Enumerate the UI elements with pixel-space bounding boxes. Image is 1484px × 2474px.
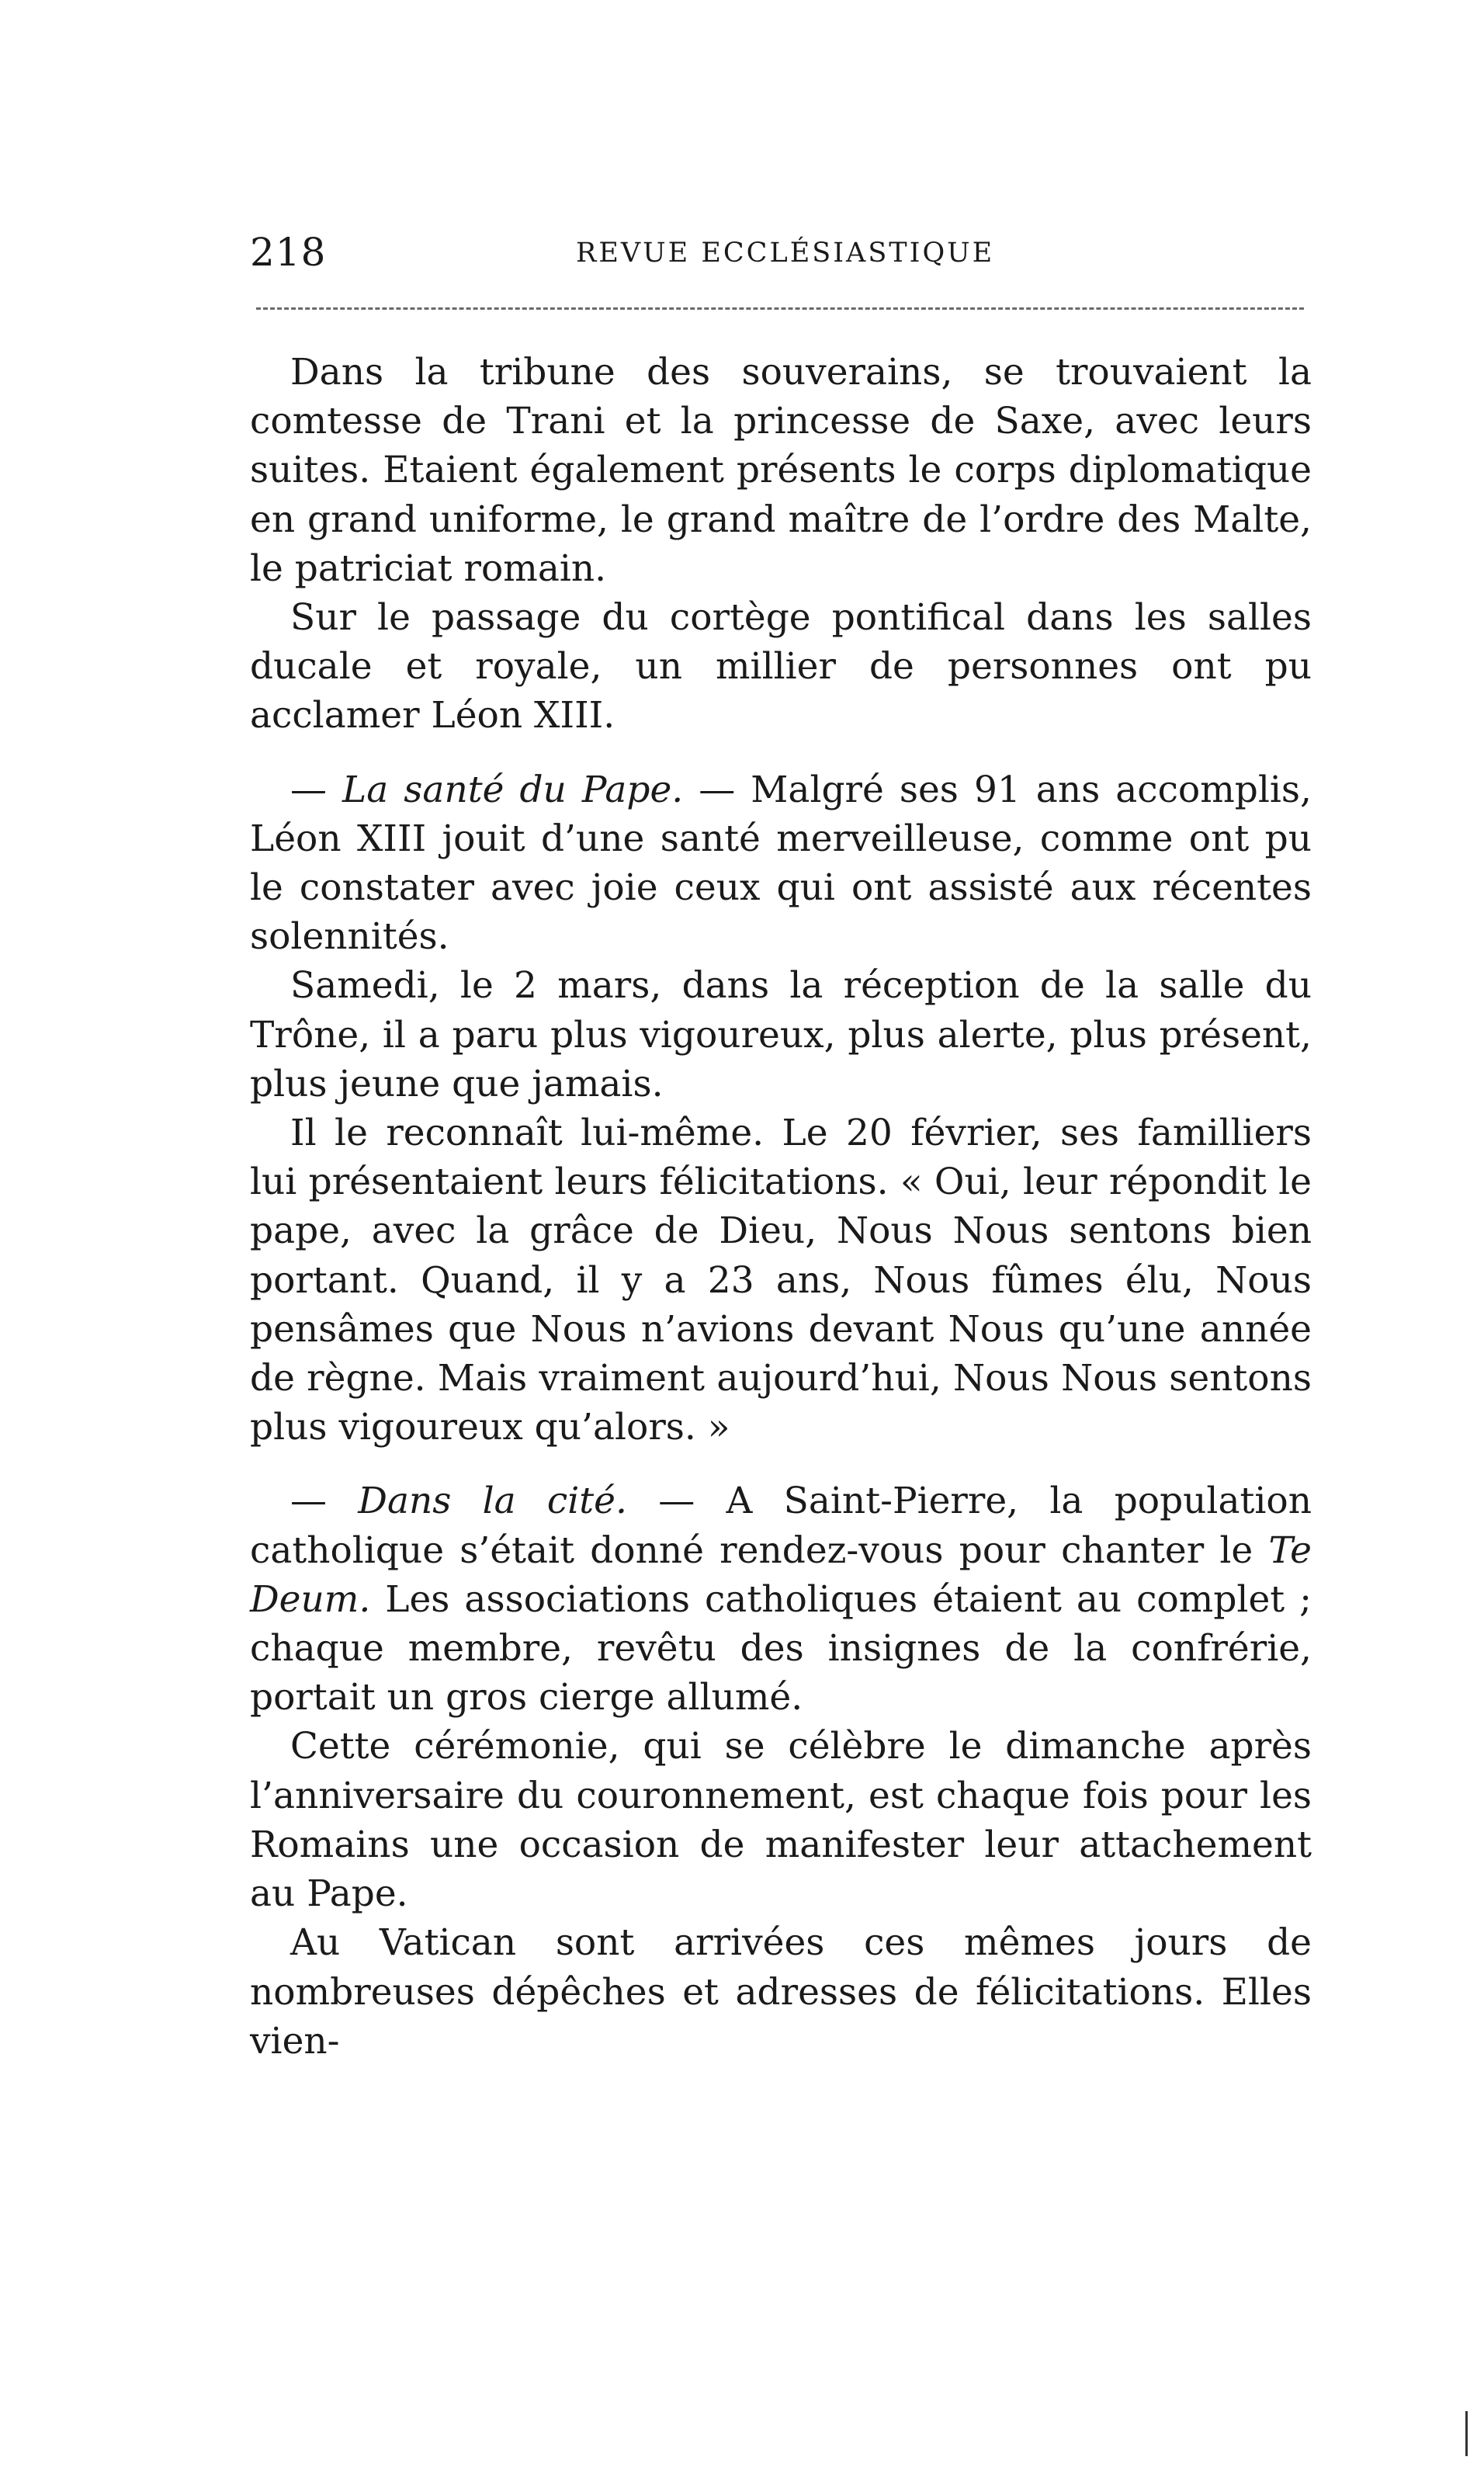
page-edge-mark [1465, 2411, 1468, 2456]
section-heading-dash: — [626, 1480, 726, 1523]
header-rule [256, 307, 1304, 310]
paragraph [250, 1918, 1312, 2066]
section-heading: La santé du Pape. [342, 768, 684, 811]
section-dash: — [290, 768, 343, 811]
section-paragraph [250, 765, 1312, 962]
section-heading-dash: — [683, 768, 751, 811]
page-header [250, 230, 1312, 284]
paragraph [250, 348, 1312, 593]
body-text [250, 348, 1312, 2066]
paragraph-text: A Saint-Pierre, la population catholique s’était donné rendez-vous pour chanter le [250, 1480, 1312, 1572]
paragraph [250, 593, 1312, 741]
paragraph-text: Il le reconnaît lui-même. Le 20 février, ses familliers lui présentaient leurs félicitations. « Oui, leur répondit le pape, avec la grâce de Dieu, Nous Nous sentons bien portant. Quand, il y a 23 ans, Nous fûmes élu, Nous pensâmes que Nous n’avions devant Nous qu’une année de règne. Mais vraiment aujourd’hui, Nous Nous sentons plus vigoureux qu’alors. » [250, 1112, 1312, 1449]
paragraph-text: Samedi, le 2 mars, dans la réception de la salle du Trône, il a paru plus vigoureux, plus alerte, plus présent, plus jeune que jamais. [250, 964, 1312, 1105]
paragraph-text: Malgré ses 91 ans accomplis, Léon XIII jouit d’une santé merveilleuse, comme ont pu le constater avec joie ceux qui ont assisté aux récentes solennités. [250, 768, 1312, 959]
paragraph [250, 961, 1312, 1109]
paragraph-text: Au Vatican sont arrivées ces mêmes jours de nombreuses dépêches et adresses de félicitations. Elles vien- [250, 1921, 1312, 2063]
paragraph-text: Les associations catholiques étaient au complet ; chaque membre, revêtu des insignes de la confrérie, portait un gros cierge allumé. [250, 1577, 1312, 1719]
paragraph-text: Dans la tribune des souverains, se trouvaient la comtesse de Trani et la princesse de Saxe, avec leurs suites. Etaient également présents le corps diplomatique en grand uniforme, le grand maître de l’ordre des Malte, le patriciat romain. [250, 351, 1312, 590]
section-heading: Dans la cité. [358, 1480, 627, 1523]
paragraph-text: Sur le passage du cortège pontifical dans les salles ducale et royale, un millier de personnes ont pu acclamer Léon XIII. [250, 596, 1312, 737]
section-paragraph [250, 1476, 1312, 1722]
italic-phrase: Te Deum. [250, 1528, 1312, 1621]
page-number: 218 [250, 230, 327, 275]
section-dash: — [290, 1480, 359, 1523]
paragraph [250, 1722, 1312, 1918]
paragraph-text: Cette cérémonie, qui se célèbre le dimanche après l’anniversaire du couronnement, est chaque fois pour les Romains une occasion de manifester leur attachement au Pape. [250, 1725, 1312, 1916]
paragraph [250, 1109, 1312, 1452]
running-title: REVUE ECCLÉSIASTIQUE [576, 238, 995, 269]
